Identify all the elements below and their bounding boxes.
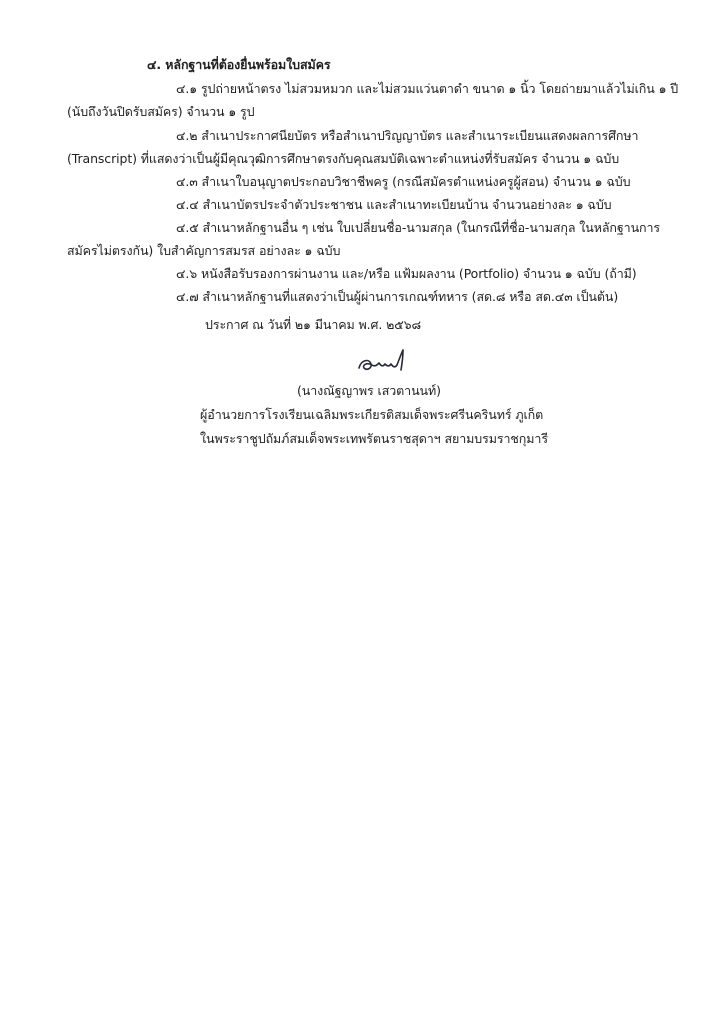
item-4-1-line1: ๔.๑ รูปถ่ายหน้าตรง ไม่สวมหมวก และไม่สวมแว่นตาดำ ขนาด ๑ นิ้ว โดยถ่ายมาแล้วไม่เกิน ๑ ปี	[176, 81, 679, 96]
signer-position-line1: ผู้อำนวยการโรงเรียนเฉลิมพระเกียรติสมเด็จพระศรีนครินทร์ ภูเก็ต	[200, 407, 544, 422]
item-4-7: ๔.๗ สำเนาหลักฐานที่แสดงว่าเป็นผู้ผ่านการเกณฑ์ทหาร (สด.๘ หรือ สด.๔๓ เป็นต้น)	[176, 289, 619, 304]
item-4-5-line1: ๔.๕ สำเนาหลักฐานอื่น ๆ เช่น ใบเปลี่ยนชื่อ-นามสกุล (ในกรณีที่ชื่อ-นามสกุล ในหลักฐานการ	[176, 220, 661, 235]
handwritten-signature	[355, 346, 425, 376]
section-heading: ๔. หลักฐานที่ต้องยื่นพร้อมใบสมัคร	[147, 57, 331, 72]
item-4-5-line2: สมัครไม่ตรงกัน) ใบสำคัญการสมรส อย่างละ ๑ ฉบับ	[67, 243, 341, 258]
item-4-1-line2: (นับถึงวันปิดรับสมัคร) จำนวน ๑ รูป	[67, 104, 255, 119]
item-4-4: ๔.๔ สำเนาบัตรประจำตัวประชาชน และสำเนาทะเบียนบ้าน จำนวนอย่างละ ๑ ฉบับ	[176, 197, 612, 212]
item-4-2-line1: ๔.๒ สำเนาประกาศนียบัตร หรือสำเนาปริญญาบัตร และสำเนาระเบียนแสดงผลการศึกษา	[176, 128, 639, 143]
signer-position-line2: ในพระราชูปถัมภ์สมเด็จพระเทพรัตนราชสุดาฯ สยามบรมราชกุมารี	[200, 431, 548, 446]
item-4-3: ๔.๓ สำเนาใบอนุญาตประกอบวิชาชีพครู (กรณีสมัครตำแหน่งครูผู้สอน) จำนวน ๑ ฉบับ	[176, 174, 631, 189]
item-4-2-line2: (Transcript) ที่แสดงว่าเป็นผู้มีคุณวุฒิการศึกษาตรงกับคุณสมบัติเฉพาะตำแหน่งที่รับสมัคร จำนวน ๑ ฉบับ	[67, 151, 620, 166]
signer-name: (นางณัฐญาพร เสวตานนท์)	[297, 383, 441, 398]
item-4-6: ๔.๖ หนังสือรับรองการผ่านงาน และ/หรือ แฟ้มผลงาน (Portfolio) จำนวน ๑ ฉบับ (ถ้ามี)	[176, 266, 637, 281]
announcement-date: ประกาศ ณ วันที่ ๒๑ มีนาคม พ.ศ. ๒๕๖๘	[205, 317, 422, 332]
